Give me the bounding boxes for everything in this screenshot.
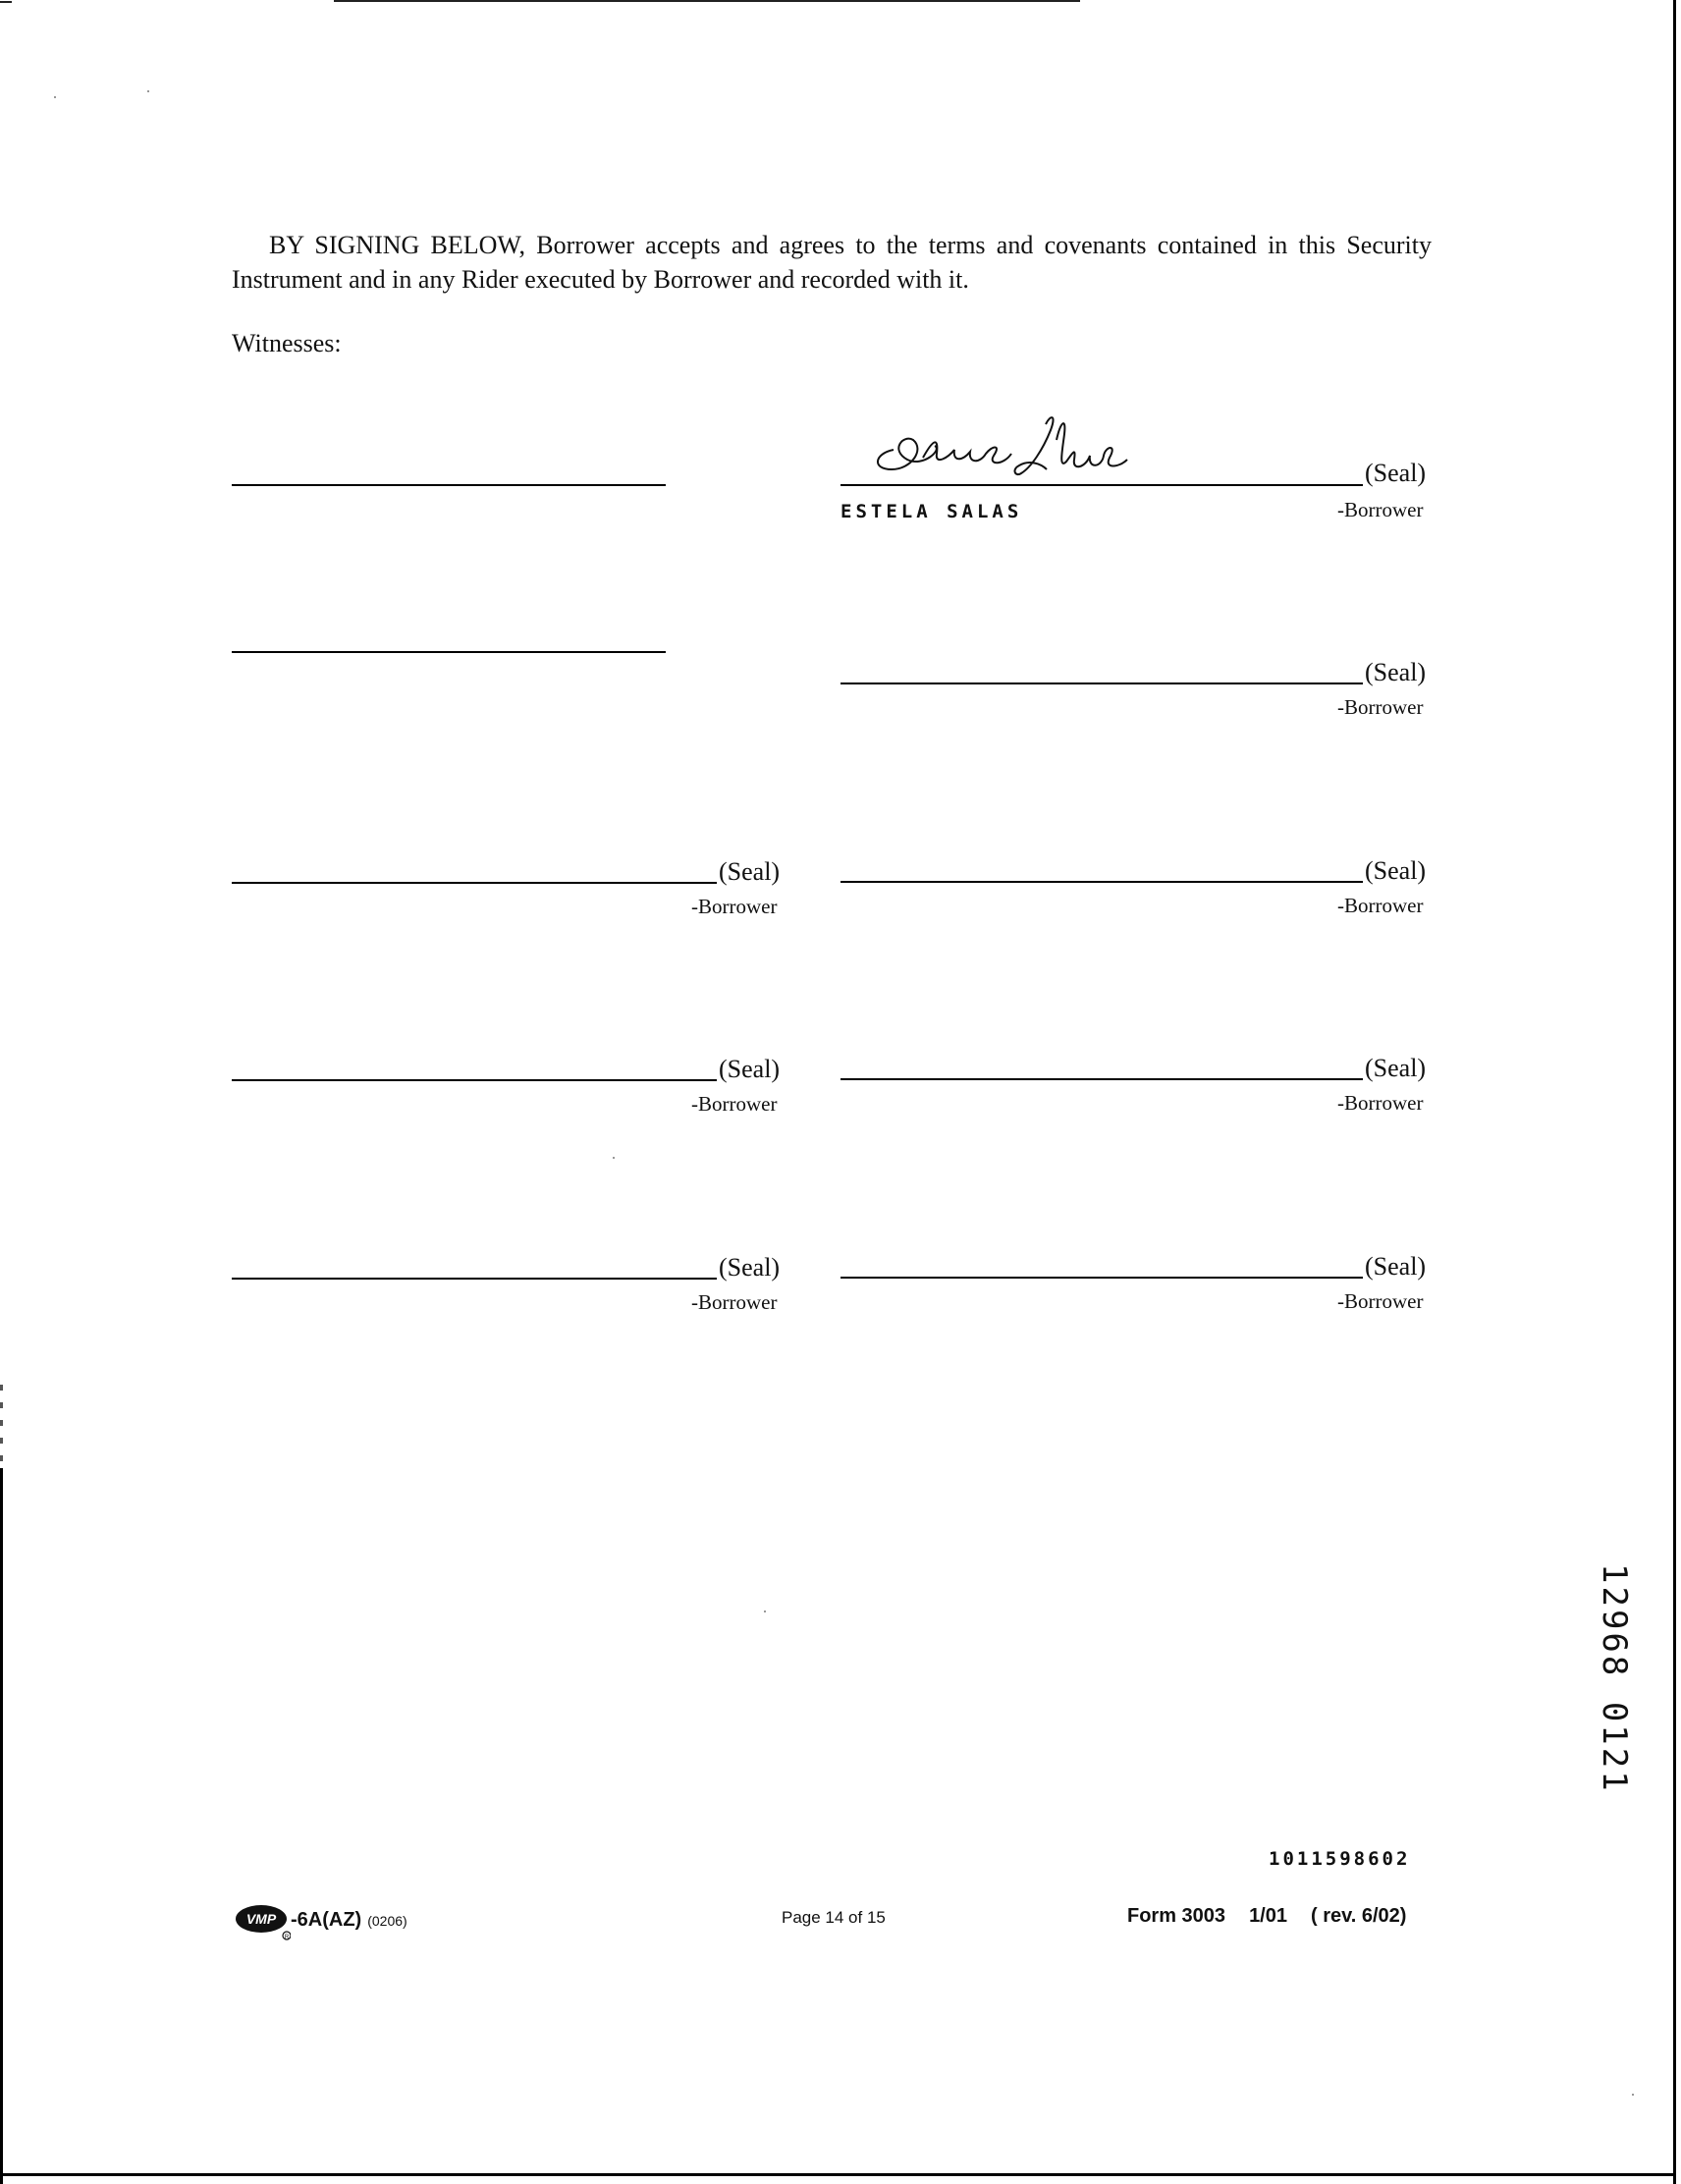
borrower-role-label: -Borrower [1337, 695, 1424, 719]
form-version: 1/01 [1249, 1905, 1287, 1927]
scan-speck [613, 1157, 615, 1159]
form-info [1127, 1905, 1406, 1928]
page-bottom-edge [0, 2173, 1675, 2176]
borrower-name: ESTELA SALAS [840, 501, 1023, 522]
scan-dash [0, 1385, 3, 1391]
seal-label: (Seal) [1365, 856, 1427, 885]
seal-label: (Seal) [1365, 658, 1427, 686]
recording-number-stamp: 12968 0121 [1595, 1563, 1634, 1794]
signing-statement: BY SIGNING BELOW, Borrower accepts and agrees to the terms and covenants contained in this Security Instrument and in any Rider executed by Borrower and recorded with it. [232, 231, 1432, 294]
borrower-role-label: -Borrower [691, 1092, 778, 1116]
seal-label: (Seal) [719, 1055, 781, 1083]
vmp-logo-icon [236, 1902, 291, 1941]
top-scan-tick [0, 1, 12, 3]
borrower-role-label: -Borrower [1337, 1289, 1424, 1313]
borrower-role-label: -Borrower [1337, 498, 1424, 521]
page-right-edge [1673, 0, 1676, 2184]
witness-signature-line-1[interactable] [232, 484, 666, 486]
scan-dash [0, 1455, 3, 1461]
loan-number: 1011598602 [1269, 1848, 1411, 1870]
scan-speck [147, 90, 149, 92]
scan-speck [1632, 2094, 1634, 2096]
form-revision: ( rev. 6/02) [1311, 1905, 1407, 1927]
borrower-signature-line-1[interactable] [840, 484, 1363, 486]
form-number: Form 3003 [1127, 1905, 1226, 1927]
witnesses-label: Witnesses: [232, 329, 342, 357]
borrower-signature-line-2[interactable] [840, 682, 1363, 684]
borrower-role-label: -Borrower [1337, 1091, 1424, 1115]
scan-speck [764, 1611, 766, 1612]
borrower-signature-line-7[interactable] [232, 1278, 717, 1280]
top-scan-rule [334, 0, 1080, 2]
page-number: Page 14 of 15 [782, 1908, 886, 1927]
borrower-signature [864, 410, 1178, 491]
seal-label: (Seal) [1365, 1054, 1427, 1082]
seal-label: (Seal) [1365, 459, 1427, 487]
borrower-signature-line-4[interactable] [840, 881, 1363, 883]
borrower-signature-line-8[interactable] [840, 1277, 1363, 1279]
scan-dash [0, 1402, 3, 1408]
scan-dash [0, 1438, 3, 1444]
borrower-role-label: -Borrower [691, 1290, 778, 1314]
form-date-code: (0206) [367, 1913, 407, 1930]
scan-dash [0, 1420, 3, 1426]
borrower-signature-line-6[interactable] [840, 1078, 1363, 1080]
vmp-logo-text: VMP [245, 1911, 277, 1927]
svg-text:R: R [284, 1935, 290, 1940]
form-code-block [236, 1902, 407, 1941]
borrower-role-label: -Borrower [1337, 894, 1424, 917]
borrower-role-label: -Borrower [691, 895, 778, 918]
page-left-edge [0, 1468, 3, 2184]
witness-signature-line-2[interactable] [232, 651, 666, 653]
borrower-signature-line-3[interactable] [232, 882, 717, 884]
seal-label: (Seal) [719, 857, 781, 886]
form-code: -6A(AZ) [291, 1909, 362, 1932]
scan-speck [54, 96, 56, 98]
seal-label: (Seal) [1365, 1252, 1427, 1281]
seal-label: (Seal) [719, 1253, 781, 1282]
borrower-signature-line-5[interactable] [232, 1079, 717, 1081]
